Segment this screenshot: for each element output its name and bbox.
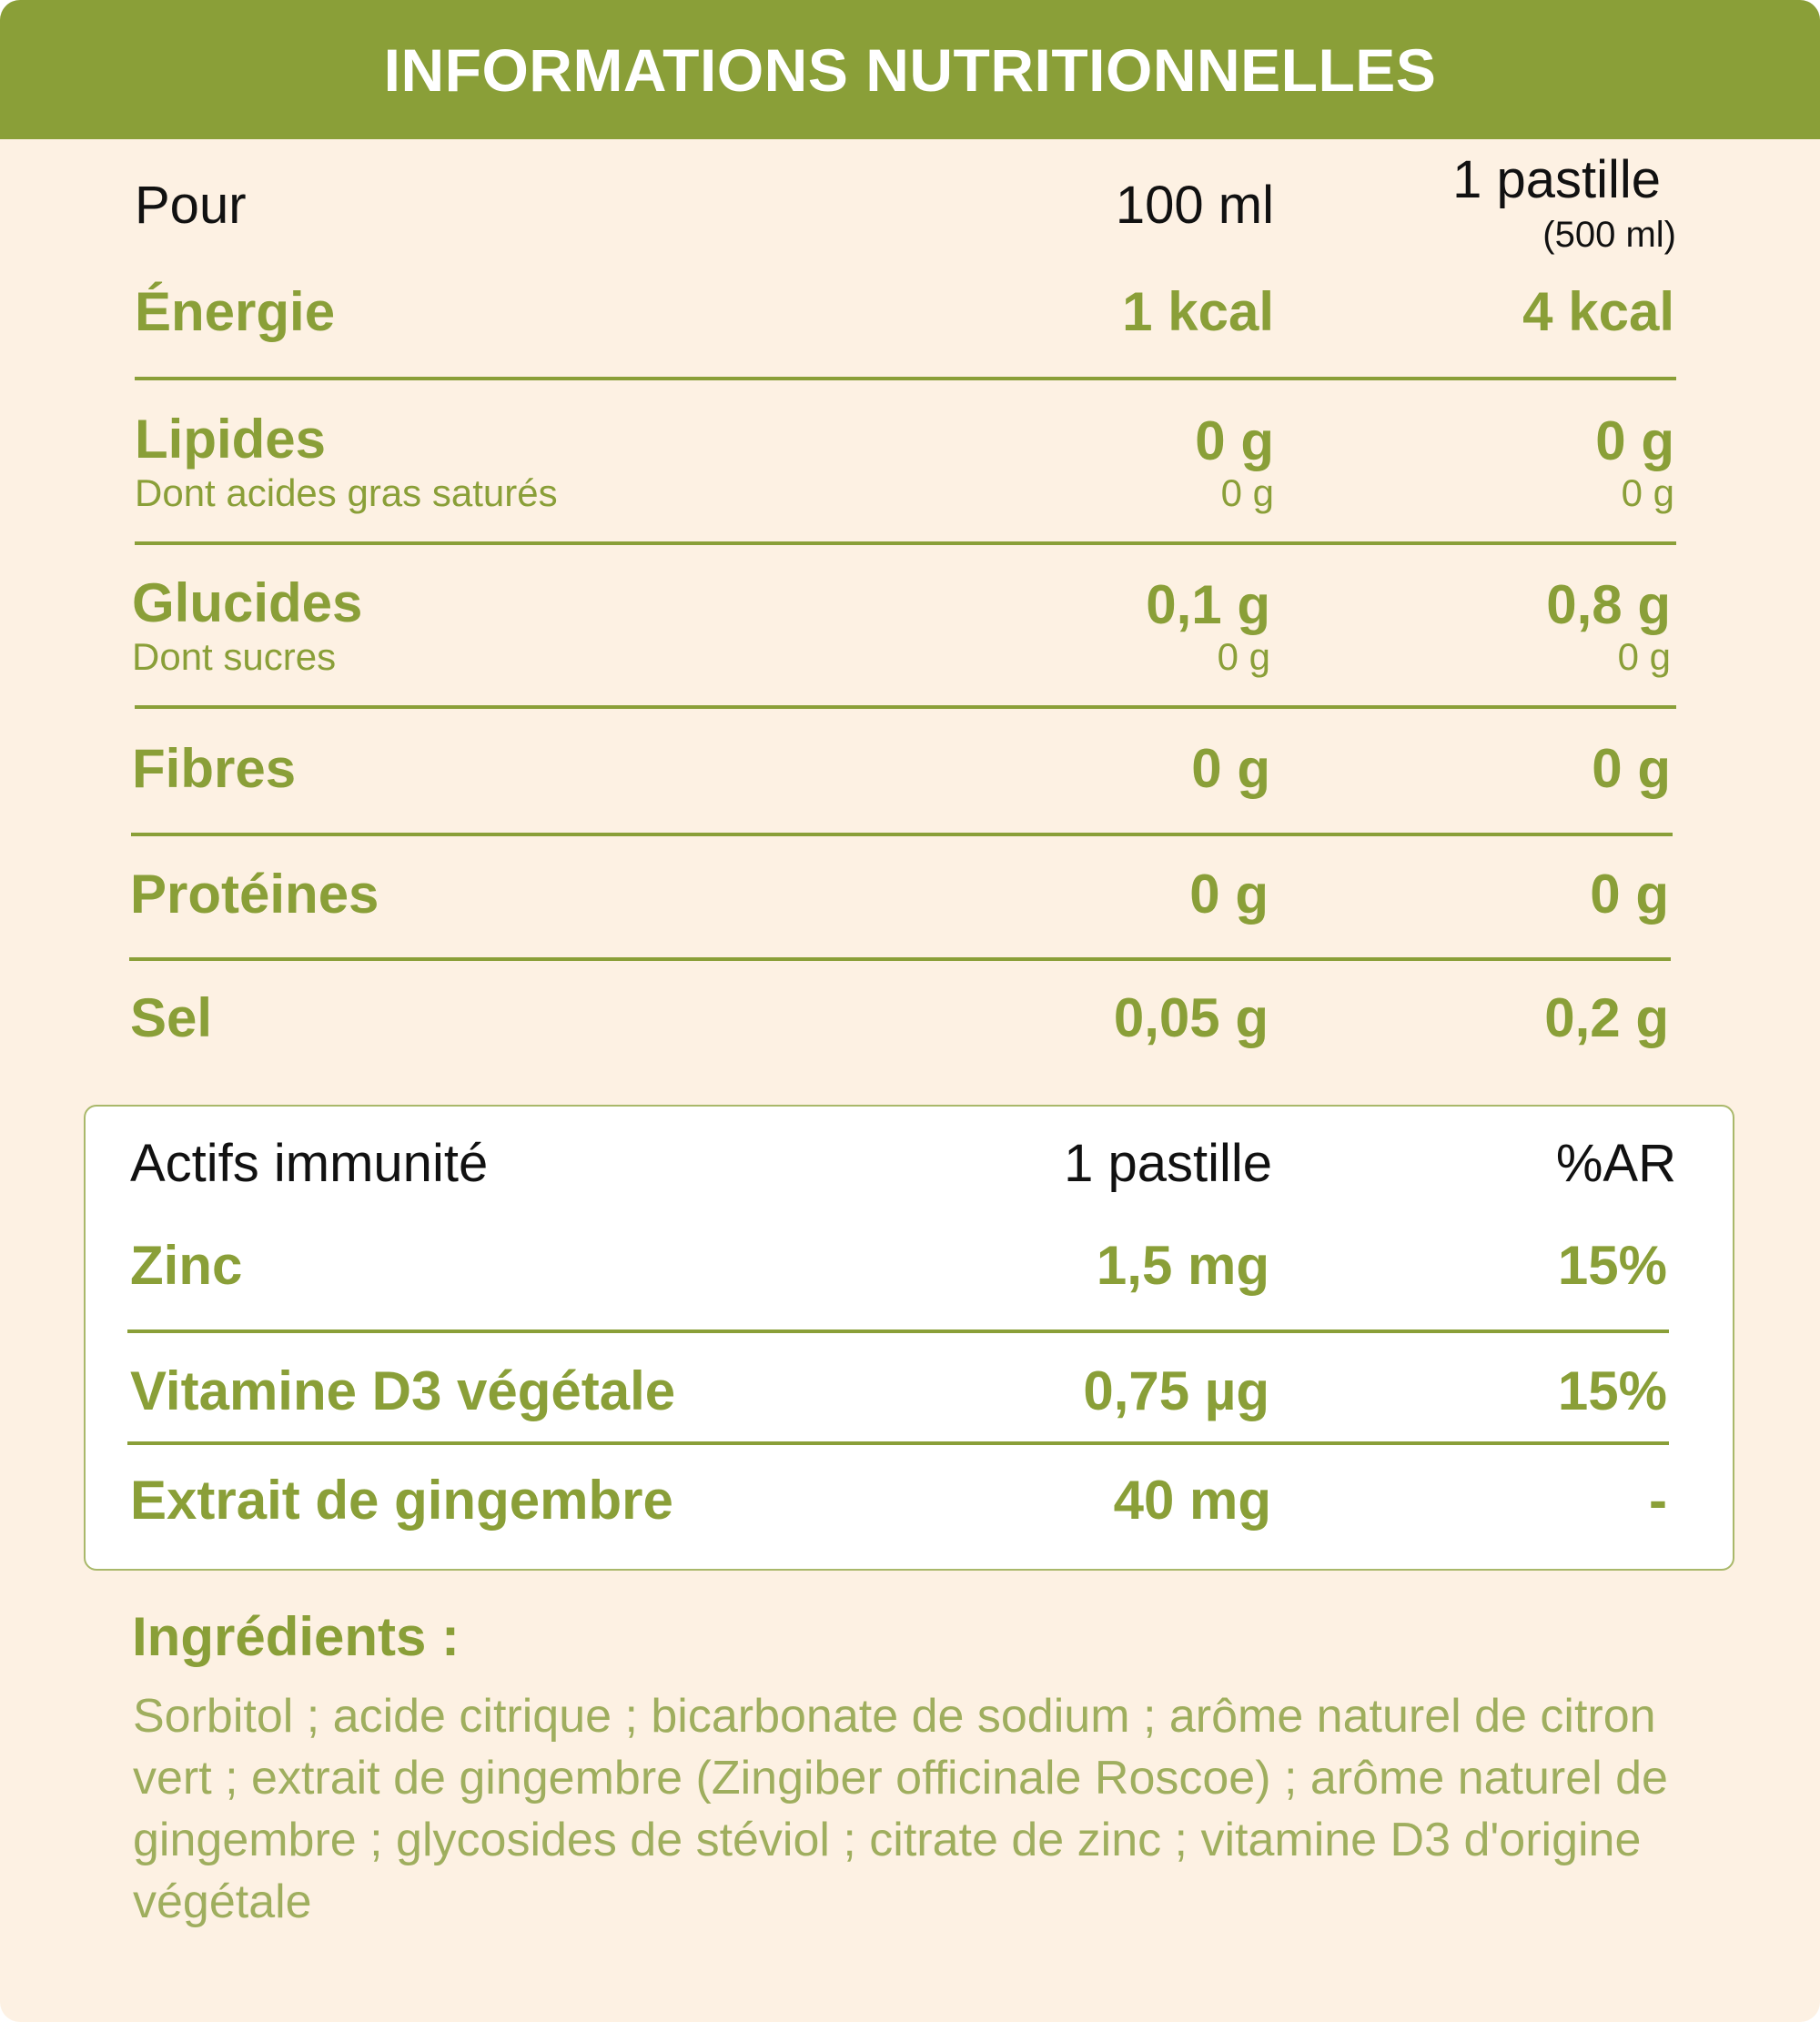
row-divider <box>131 833 1673 836</box>
row-label-lipides: Lipides <box>135 409 327 470</box>
row-divider <box>129 957 1671 961</box>
actives-header-col1: 1 pastille <box>1064 1134 1272 1193</box>
row-label-proteines: Protéines <box>130 864 379 925</box>
actives-header-col2: %AR <box>1555 1134 1676 1193</box>
row-label-fibres: Fibres <box>132 738 297 799</box>
row-value-sel-pastille: 0,2 g <box>1544 987 1669 1048</box>
row-value-proteines-100ml: 0 g <box>1189 864 1269 925</box>
row-label-sel: Sel <box>130 987 213 1048</box>
col2-subheader: (500 ml) <box>1542 215 1676 255</box>
actives-ar-vitamine-d3: 15% <box>1557 1360 1667 1421</box>
page-title: INFORMATIONS NUTRITIONNELLES <box>383 35 1437 104</box>
actives-label-gingembre: Extrait de gingembre <box>130 1470 673 1531</box>
row-value-lipides-100ml: 0 g <box>1195 410 1274 471</box>
row-sublabel-glucides: Dont sucres <box>132 635 337 678</box>
row-divider <box>135 541 1676 545</box>
row-value-sel-100ml: 0,05 g <box>1113 987 1269 1048</box>
actives-label-vitamine-d3: Vitamine D3 végétale <box>130 1360 676 1421</box>
row-value-fibres-pastille: 0 g <box>1592 738 1671 799</box>
col1-header: 100 ml <box>1115 176 1274 235</box>
row-subvalue-lipides-pastille: 0 g <box>1621 471 1674 514</box>
row-label-glucides: Glucides <box>132 572 363 633</box>
row-value-glucides-100ml: 0,1 g <box>1146 574 1270 635</box>
row-value-fibres-100ml: 0 g <box>1191 738 1270 799</box>
col2-header: 1 pastille <box>1452 150 1661 209</box>
per-label: Pour <box>135 176 247 235</box>
row-label-energie: Énergie <box>135 281 336 342</box>
row-value-lipides-pastille: 0 g <box>1595 410 1674 471</box>
ingredients-title: Ingrédients : <box>132 1606 460 1667</box>
row-value-energie-100ml: 1 kcal <box>1122 281 1274 342</box>
row-subvalue-glucides-100ml: 0 g <box>1217 635 1270 678</box>
row-subvalue-glucides-pastille: 0 g <box>1617 635 1671 678</box>
ingredients-text: Sorbitol ; acide citrique ; bicarbonate de sodium ; arôme naturel de citron vert ; extrait de gingembre (Zingiber officinale Roscoe) ; arôme naturel de gingembre ; glycosides de stéviol ; citrate de zinc ; vitamine D3 d'origine végétale <box>133 1690 1668 1928</box>
actives-label-zinc: Zinc <box>130 1235 243 1296</box>
title-banner <box>0 0 1820 139</box>
actives-ar-gingembre: - <box>1649 1470 1667 1531</box>
row-value-glucides-pastille: 0,8 g <box>1546 574 1671 635</box>
row-sublabel-lipides: Dont acides gras saturés <box>135 471 558 514</box>
row-value-energie-pastille: 4 kcal <box>1522 281 1674 342</box>
actives-value-vitamine-d3: 0,75 µg <box>1083 1360 1269 1421</box>
row-divider <box>127 1441 1669 1445</box>
row-divider <box>135 705 1676 709</box>
actives-header-label: Actifs immunité <box>130 1134 489 1193</box>
row-divider <box>135 377 1676 380</box>
actives-value-zinc: 1,5 mg <box>1096 1235 1269 1296</box>
actives-value-gingembre: 40 mg <box>1113 1470 1271 1531</box>
row-subvalue-lipides-100ml: 0 g <box>1220 471 1274 514</box>
row-value-proteines-pastille: 0 g <box>1590 864 1669 925</box>
actives-ar-zinc: 15% <box>1557 1235 1667 1296</box>
row-divider <box>127 1329 1669 1333</box>
